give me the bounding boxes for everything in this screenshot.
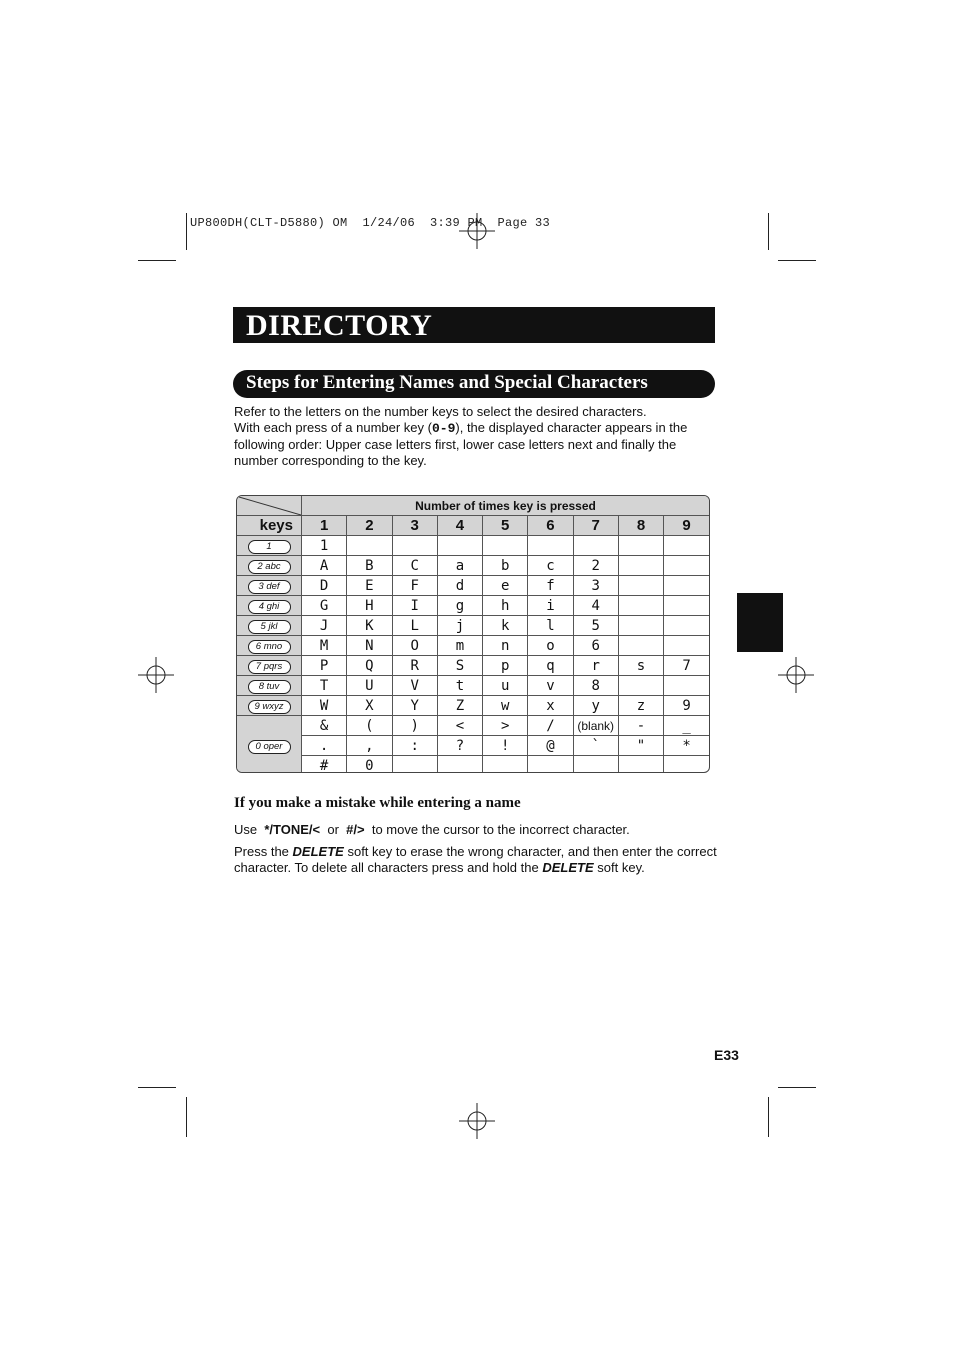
key-label: 0 oper [248,740,291,754]
star-tone-key: */TONE/< [264,822,321,837]
press-count: 8 [618,516,663,536]
char-cell [347,536,392,556]
key-label: 2 abc [248,560,291,574]
char-cell: B [347,556,392,576]
char-cell: U [347,676,392,696]
char-cell [573,536,618,556]
char-cell: - [618,716,663,736]
char-cell: N [347,636,392,656]
char-cell: n [483,636,528,656]
key-label: 3 def [248,580,291,594]
char-cell [664,556,709,576]
delete-key-1: DELETE [292,844,344,859]
key-cell [237,696,302,716]
char-cell [437,756,482,774]
key-label: 5 jkl [248,620,291,634]
table-row [237,756,709,774]
table-header-row [237,496,709,516]
press-count: 9 [664,516,709,536]
table-row [237,656,709,676]
char-cell: (blank) [573,716,618,736]
table-row [237,576,709,596]
char-cell: P [302,656,347,676]
char-cell [664,756,709,774]
char-cell [437,536,482,556]
use-label: Use [234,822,258,837]
cursor-instructions [234,822,718,838]
char-cell: 8 [573,676,618,696]
key-cell [237,556,302,576]
char-cell [618,536,663,556]
char-cell: 2 [573,556,618,576]
char-cell: 4 [573,596,618,616]
section-tab [737,593,783,652]
key-cell [237,656,302,676]
char-cell: a [437,556,482,576]
crop-mark [768,1097,769,1137]
mistake-heading: If you make a mistake while entering a name [234,795,521,811]
table-row [237,616,709,636]
crop-mark [768,213,769,250]
table-row [237,536,709,556]
char-cell: : [392,736,437,756]
section-title: Steps for Entering Names and Special Characters [246,372,648,393]
char-cell: E [347,576,392,596]
char-cell: i [528,596,573,616]
char-cell: q [528,656,573,676]
char-cell: H [347,596,392,616]
char-cell: s [618,656,663,676]
char-cell: L [392,616,437,636]
table-row [237,696,709,716]
diagonal-line-icon [237,496,301,516]
key-label: 7 pqrs [248,660,291,674]
char-cell: 5 [573,616,618,636]
key-label: 6 mno [248,640,291,654]
char-cell: e [483,576,528,596]
char-cell: J [302,616,347,636]
intro-keys: 0-9 [431,421,456,436]
char-cell: < [437,716,482,736]
char-cell: Z [437,696,482,716]
char-cell [573,756,618,774]
use-post: to move the cursor to the incorrect character. [371,822,630,837]
char-cell [618,576,663,596]
char-cell [618,676,663,696]
char-cell: r [573,656,618,676]
char-cell [528,756,573,774]
press-mid: soft key to erase the wrong character, and then enter the correct character. To delete all characters press and hold the [234,844,717,875]
page-number: E33 [714,1047,739,1063]
key-cell [237,576,302,596]
char-cell: b [483,556,528,576]
keys-header: keys [237,516,302,536]
crop-mark [186,213,187,250]
key-cell [237,676,302,696]
char-cell: h [483,596,528,616]
press-count: 4 [437,516,482,536]
char-cell: G [302,596,347,616]
key-cell [237,636,302,656]
char-cell [664,636,709,656]
char-cell: S [437,656,482,676]
char-cell: / [528,716,573,736]
char-cell [528,536,573,556]
key-cell [237,616,302,636]
char-cell: u [483,676,528,696]
key-label: 8 tuv [248,680,291,694]
table-row [237,736,709,756]
key-cell [237,596,302,616]
press-post: soft key. [597,860,645,875]
press-count: 6 [528,516,573,536]
intro-line1: Refer to the letters on the number keys to select the desired characters. [234,404,647,419]
table-row [237,596,709,616]
char-cell: 6 [573,636,618,656]
char-cell: j [437,616,482,636]
char-cell: z [618,696,663,716]
char-cell: > [483,716,528,736]
char-cell: g [437,596,482,616]
crop-mark [186,1097,187,1137]
char-cell: p [483,656,528,676]
table-row [237,556,709,576]
press-count: 7 [573,516,618,536]
char-cell: Y [392,696,437,716]
char-cell: ) [392,716,437,736]
char-cell [664,536,709,556]
char-cell: y [573,696,618,716]
registration-mark-icon [459,213,495,249]
char-cell [392,536,437,556]
char-cell: X [347,696,392,716]
char-cell: 0 [347,756,392,774]
char-cell: * [664,736,709,756]
char-cell: & [302,716,347,736]
crop-mark [138,1087,176,1088]
char-cell: ( [347,716,392,736]
press-count: 2 [347,516,392,536]
char-cell: w [483,696,528,716]
character-table [236,495,710,773]
press-count: 3 [392,516,437,536]
char-cell [618,756,663,774]
char-cell: C [392,556,437,576]
char-cell: I [392,596,437,616]
key-label: 4 ghi [248,600,291,614]
press-count: 1 [302,516,347,536]
page-title-bar [233,307,715,343]
char-cell [664,676,709,696]
char-cell: " [618,736,663,756]
char-cell [392,756,437,774]
char-cell: . [302,736,347,756]
corner-cell [237,496,302,516]
crop-mark [778,260,816,261]
char-cell: K [347,616,392,636]
key-label: 1 [248,540,291,554]
char-cell [618,616,663,636]
char-cell: x [528,696,573,716]
intro-line2-post: ), the displayed character appears in the following order: Upper case letters first, lower case letters next and finally the number corresponding to the key. [234,420,688,468]
times-pressed-header: Number of times key is pressed [302,496,710,516]
table-row [237,636,709,656]
registration-mark-icon [459,1103,495,1139]
char-cell: 9 [664,696,709,716]
delete-instructions [234,844,718,876]
crop-mark [138,260,176,261]
char-cell: l [528,616,573,636]
table-row [237,676,709,696]
char-cell: 1 [302,536,347,556]
key-label: 9 wxyz [248,700,291,714]
char-cell: c [528,556,573,576]
print-header: UP800DH(CLT-D5880) OM 1/24/06 3:39 PM Page 33 [190,216,551,230]
char-cell: , [347,736,392,756]
intro-text [234,404,718,469]
char-cell: A [302,556,347,576]
char-cell [664,616,709,636]
char-cell: W [302,696,347,716]
char-cell: v [528,676,573,696]
char-cell: V [392,676,437,696]
registration-mark-icon [138,657,174,693]
character-grid [237,496,709,773]
char-cell: D [302,576,347,596]
char-cell: @ [528,736,573,756]
char-cell: O [392,636,437,656]
press-pre: Press the [234,844,289,859]
crop-mark [778,1087,816,1088]
intro-line2-pre: With each press of a number key ( [234,420,432,435]
page-title: DIRECTORY [246,309,433,342]
or-label: or [327,822,339,837]
pound-key: #/> [346,822,365,837]
char-cell: F [392,576,437,596]
char-cell: _ [664,716,709,736]
section-title-bar [233,370,715,398]
char-cell [618,556,663,576]
char-cell: Q [347,656,392,676]
char-cell: f [528,576,573,596]
char-cell: ? [437,736,482,756]
registration-mark-icon [778,657,814,693]
char-cell: # [302,756,347,774]
char-cell: t [437,676,482,696]
char-cell [483,756,528,774]
char-cell: o [528,636,573,656]
char-cell: ` [573,736,618,756]
char-cell: k [483,616,528,636]
char-cell: 3 [573,576,618,596]
char-cell: d [437,576,482,596]
press-count-row [237,516,709,536]
key-cell [237,716,302,774]
char-cell: M [302,636,347,656]
press-count: 5 [483,516,528,536]
char-cell [664,576,709,596]
char-cell: m [437,636,482,656]
char-cell: 7 [664,656,709,676]
char-cell: T [302,676,347,696]
char-cell: R [392,656,437,676]
key-cell [237,536,302,556]
table-row [237,716,709,736]
char-cell [618,596,663,616]
delete-key-2: DELETE [542,860,594,875]
char-cell [618,636,663,656]
char-cell [664,596,709,616]
char-cell [483,536,528,556]
char-cell: ! [483,736,528,756]
